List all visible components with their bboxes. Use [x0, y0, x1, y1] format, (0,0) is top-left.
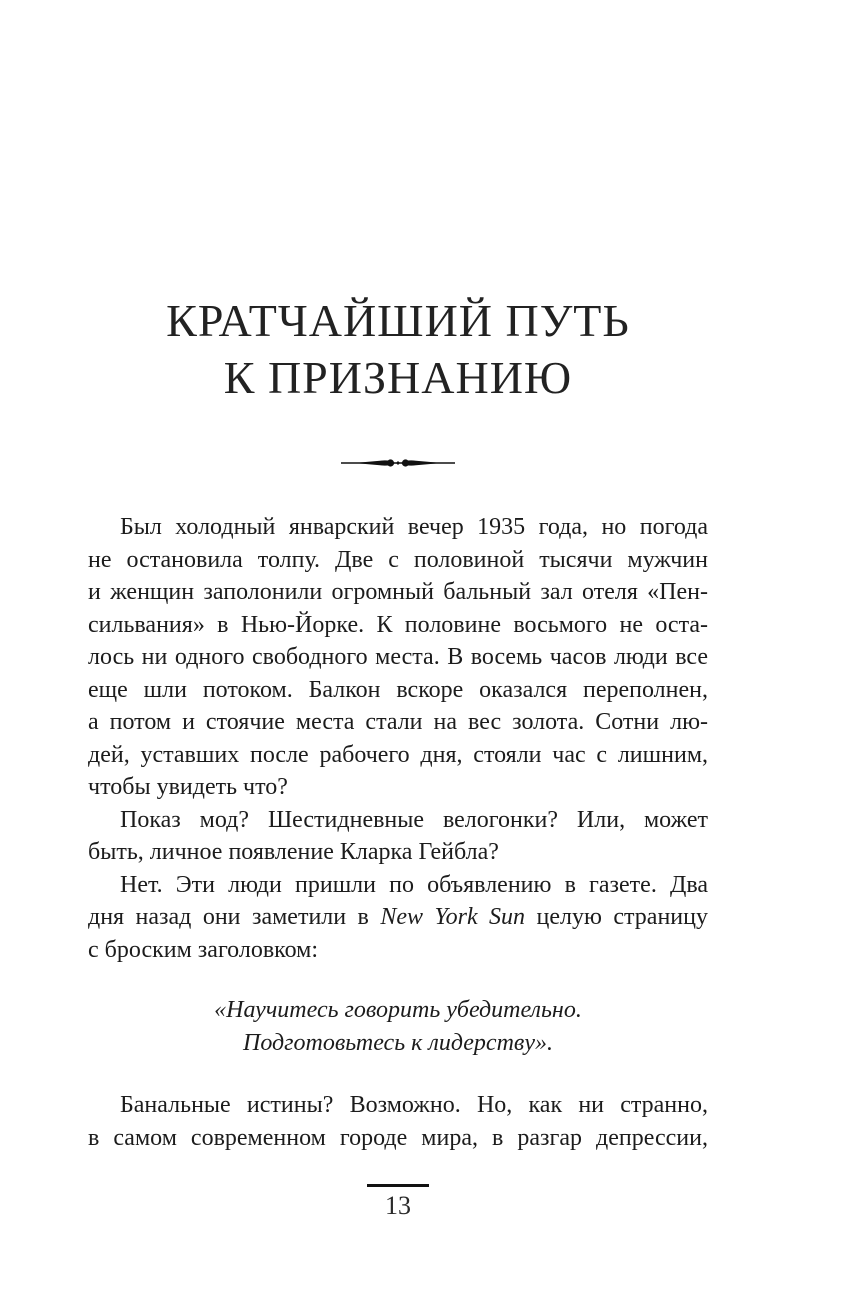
text-line: не остановила толпу. Две с половиной тысячи мужчин	[88, 546, 708, 573]
text-line: а потом и стоячие места стали на вес золота. Сотни лю-	[88, 709, 708, 735]
paragraph	[88, 1089, 708, 1154]
page-number: 13	[385, 1191, 411, 1220]
page-footer	[88, 1184, 708, 1221]
text-line: еще шли потоком. Балкон вскоре оказался переполнен,	[88, 676, 708, 703]
text-line: с броским заголовком:	[88, 936, 319, 963]
italic-text: New York Sun	[380, 904, 526, 930]
footer-rule	[367, 1184, 429, 1187]
chapter-title-line-1: КРАТЧАЙШИЙ ПУТЬ	[166, 295, 630, 346]
text-line: Был холодный январский вечер 1935 года, но погода	[120, 514, 708, 540]
text-line: дей, уставших после рабочего дня, стояли час с лишним,	[88, 741, 708, 768]
paragraph	[88, 511, 708, 804]
text-line: в самом современном городе мира, в разгар депрессии,	[88, 1124, 708, 1151]
text-line: быть, личное появление Кларка Гейбла?	[88, 839, 499, 865]
text-line: дня назад они заметили в New York Sun целую страницу	[88, 904, 708, 930]
text-column	[88, 0, 708, 1221]
chapter-divider-ornament-icon	[340, 456, 456, 470]
body-text	[88, 511, 708, 1154]
chapter-title-line-2: К ПРИЗНАНИЮ	[223, 352, 573, 403]
text-line: Нет. Эти люди пришли по объявлению в газете. Два	[120, 871, 708, 898]
text-line: Банальные истины? Возможно. Но, как ни странно,	[120, 1092, 708, 1118]
centered-quote	[88, 994, 708, 1059]
text-line: лось ни одного свободного места. В восемь часов люди все	[88, 644, 708, 670]
text-line: сильвания» в Нью-Йорке. К половине восьмого не оста-	[88, 611, 708, 638]
paragraph	[88, 804, 708, 869]
text-line: Показ мод? Шестидневные велогонки? Или, может	[120, 806, 708, 833]
text-line: чтобы увидеть что?	[88, 774, 288, 800]
text-line: и женщин заполонили огромный бальный зал отеля «Пен-	[88, 579, 708, 605]
chapter-title	[88, 0, 708, 406]
text-line: «Научитесь говорить убедительно.	[214, 997, 582, 1023]
paragraph	[88, 869, 708, 967]
text-line: Подготовьтесь к лидерству».	[243, 1029, 553, 1056]
chapter-divider	[88, 456, 708, 470]
